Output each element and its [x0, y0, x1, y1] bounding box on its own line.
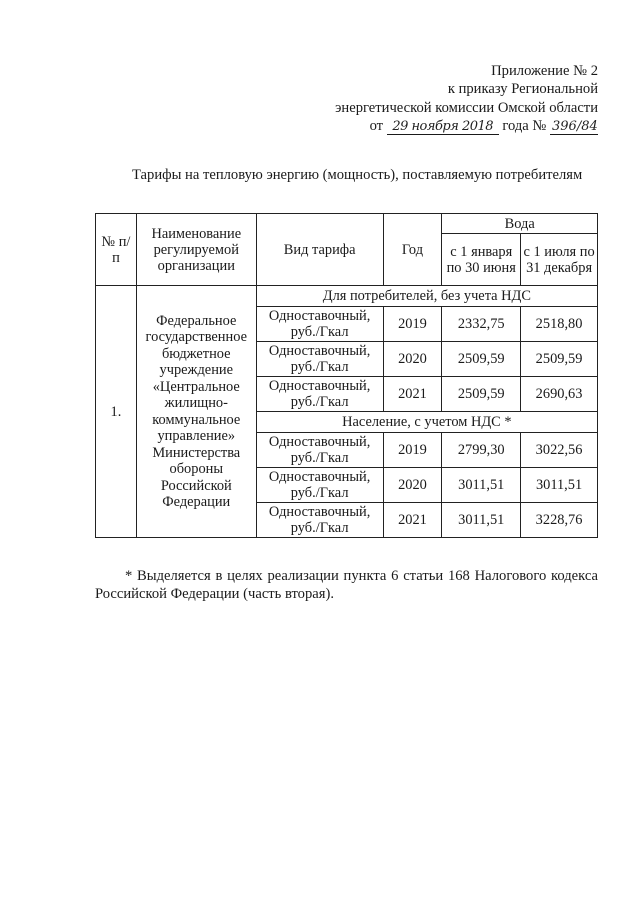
tariff-second-half: 3011,51 [521, 468, 598, 503]
commission-name: энергетической комиссии Омской области [335, 99, 598, 116]
year-cell: 2020 [383, 468, 442, 503]
tariff-type-cell: Одноставочный, руб./Гкал [256, 468, 383, 503]
order-date-line [298, 117, 598, 135]
tariff-second-half: 2509,59 [521, 342, 598, 377]
section-title: Для потребителей, без учета НДС [256, 286, 597, 307]
header-water: Вода [442, 214, 598, 234]
tariff-type-cell: Одноставочный, руб./Гкал [256, 377, 383, 412]
year-cell: 2020 [383, 342, 442, 377]
header-first-half: с 1 января по 30 июня [442, 234, 521, 286]
tariff-first-half: 3011,51 [442, 468, 521, 503]
number-prefix: года № [502, 118, 547, 135]
header-year: Год [383, 214, 442, 286]
header-organization: Наименование регулируемой организации [136, 214, 256, 286]
tariff-first-half: 2332,75 [442, 307, 521, 342]
year-cell: 2021 [383, 503, 442, 538]
tariff-second-half: 3022,56 [521, 433, 598, 468]
footnote-text: * Выделяется в целях реализации пункта 6 статьи 168 Налогового кодекса Российской Федерации (часть вторая). [95, 568, 598, 602]
tariff-second-half: 2518,80 [521, 307, 598, 342]
handwritten-date: 29 ноября 2018 [387, 120, 499, 135]
order-reference: к приказу Региональной [447, 81, 598, 98]
tariff-first-half: 2799,30 [442, 433, 521, 468]
header-second-half: с 1 июля по 31 декабря [521, 234, 598, 286]
appendix-header [298, 62, 598, 136]
document-title: Тарифы на тепловую энергию (мощность), поставляемую потребителям [132, 167, 583, 183]
tariff-first-half: 3011,51 [442, 503, 521, 538]
tariff-type-cell: Одноставочный, руб./Гкал [256, 342, 383, 377]
tariff-second-half: 3228,76 [521, 503, 598, 538]
year-cell: 2019 [383, 433, 442, 468]
tariff-type-cell: Одноставочный, руб./Гкал [256, 433, 383, 468]
tariff-second-half: 2690,63 [521, 377, 598, 412]
tariff-first-half: 2509,59 [442, 377, 521, 412]
year-cell: 2019 [383, 307, 442, 342]
row-number: 1. [96, 286, 137, 538]
appendix-number: Приложение № 2 [491, 63, 598, 79]
footnote [95, 567, 598, 603]
handwritten-order-number: 396/84 [552, 119, 598, 135]
tariff-first-half: 2509,59 [442, 342, 521, 377]
year-cell: 2021 [383, 377, 442, 412]
tariff-type-cell: Одноставочный, руб./Гкал [256, 503, 383, 538]
tariff-type-cell: Одноставочный, руб./Гкал [256, 307, 383, 342]
tariff-table [95, 213, 598, 538]
header-number: № п/п [96, 214, 137, 286]
header-tariff-type: Вид тарифа [256, 214, 383, 286]
organization-name: Федеральное государственное бюджетное учреждение «Центральное жилищно-коммунальное управление» Министерства обороны Российской Федерации [136, 286, 256, 538]
date-prefix: от [369, 118, 384, 135]
section-title: Население, с учетом НДС * [256, 412, 597, 433]
